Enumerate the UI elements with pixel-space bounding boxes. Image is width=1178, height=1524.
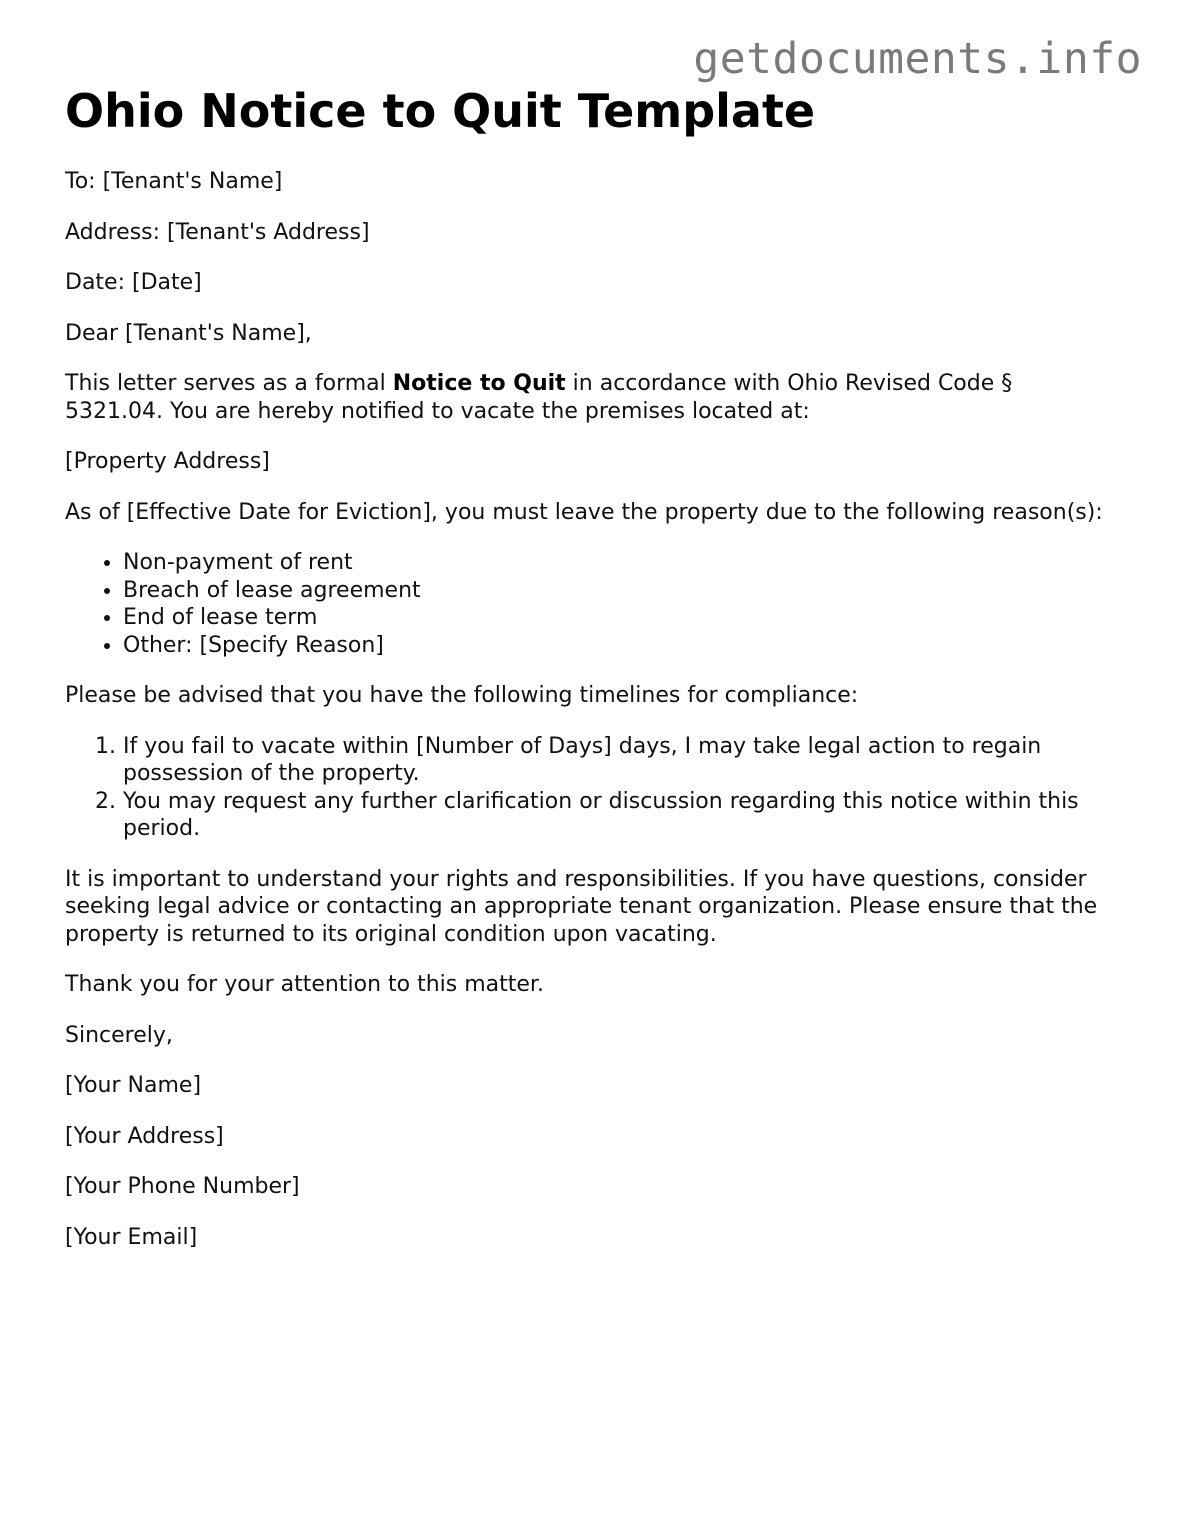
intro-text-before: This letter serves as a formal xyxy=(65,371,393,396)
intro-text-after: in accordance with Ohio Revised Code § 5321.04. You are hereby notified to vacate the premises located at: xyxy=(65,371,1013,424)
intro-paragraph xyxy=(65,370,1105,425)
rights-paragraph: It is important to understand your rights and responsibilities. If you have questions, consider seeking legal advice or contacting an appropriate tenant organization. Please ensure that the property is returned to its original condition upon vacating. xyxy=(65,866,1098,947)
signature-phone: [Your Phone Number] xyxy=(65,1174,300,1199)
signature-address: [Your Address] xyxy=(65,1123,224,1149)
intro-bold-term: Notice to Quit xyxy=(392,371,566,396)
reasons-intro: As of [Effective Date for Eviction], you must leave the property due to the following reason(s): xyxy=(65,499,1103,525)
list-item: 1. If you fail to vacate within [Number of Days] days, I may take legal action to regain possession of the property. xyxy=(123,733,1105,788)
thanks-line: Thank you for your attention to this matter. xyxy=(65,972,544,997)
notice-date: Date: [Date] xyxy=(65,270,202,295)
document-page xyxy=(65,84,1105,1274)
signature-email: [Your Email] xyxy=(65,1224,198,1250)
property-address: [Property Address] xyxy=(65,449,270,474)
list-item: 2. You may request any further clarification or discussion regarding this notice within this period. xyxy=(123,788,1105,843)
salutation: Dear [Tenant's Name], xyxy=(65,320,312,346)
timelines-intro: Please be advised that you have the following timelines for compliance: xyxy=(65,683,859,708)
signature-name: [Your Name] xyxy=(65,1073,202,1098)
list-item: • Non-payment of rent xyxy=(123,549,1105,577)
list-item: • Other: [Specify Reason] xyxy=(123,632,1105,660)
reasons-list xyxy=(65,549,1105,659)
timelines-list xyxy=(65,733,1105,843)
recipient-address: Address: [Tenant's Address] xyxy=(65,219,370,245)
recipient-line: To: [Tenant's Name] xyxy=(65,169,283,194)
list-item: • Breach of lease agreement xyxy=(123,577,1105,605)
watermark: getdocuments.info xyxy=(693,34,1142,84)
closing-line: Sincerely, xyxy=(65,1022,173,1048)
page-title: Ohio Notice to Quit Template xyxy=(65,84,816,138)
list-item: • End of lease term xyxy=(123,604,1105,632)
